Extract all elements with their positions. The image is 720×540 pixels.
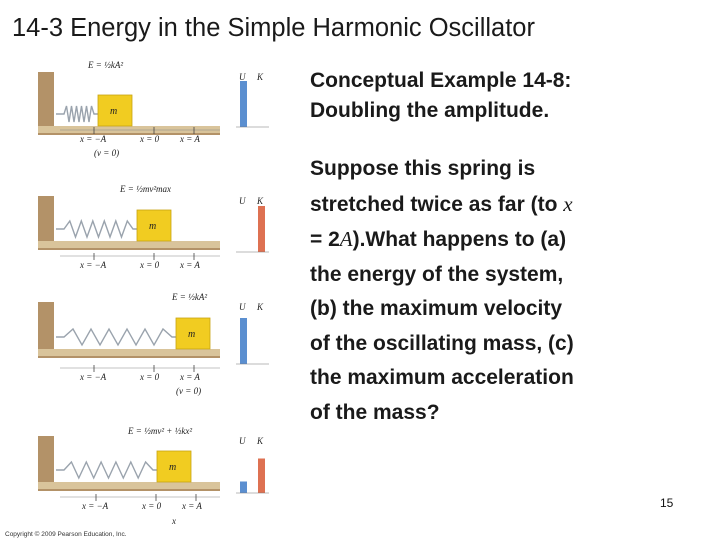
axis-label: x = A: [182, 501, 202, 511]
axis-label: x = 0: [140, 260, 160, 270]
kinetic-energy-label: K: [257, 302, 264, 312]
question-text: [310, 152, 710, 430]
wall: [38, 302, 54, 349]
kinetic-energy-label: K: [257, 196, 264, 206]
panel-3: [38, 302, 269, 372]
floor: [38, 482, 220, 489]
example-heading-line-2: Doubling the amplitude.: [310, 99, 550, 122]
page-number: 15: [660, 496, 674, 510]
mass-label: m: [110, 106, 118, 117]
potential-energy-bar: [240, 318, 247, 364]
potential-energy-bar: [240, 81, 247, 127]
potential-energy-label: U: [239, 196, 246, 206]
floor: [38, 126, 220, 133]
spring: [56, 329, 176, 345]
question-line: Suppose this spring is: [310, 157, 536, 180]
question-line: stretched twice as far (to x: [310, 191, 573, 216]
example-heading: [310, 66, 571, 126]
axis-label: x = 0: [140, 372, 160, 382]
floor-edge: [38, 489, 220, 491]
axis-label: x = −A: [80, 260, 107, 270]
question-line: of the oscillating mass, (c): [310, 331, 574, 355]
axis-label: x = A: [180, 134, 200, 144]
question-line: (b) the maximum velocity: [310, 297, 563, 320]
potential-energy-bar: [240, 482, 247, 494]
wall: [38, 72, 54, 126]
potential-energy-label: U: [239, 436, 246, 446]
question-line: the energy of the system,: [310, 262, 564, 286]
example-heading-line-1: Conceptual Example 14-8:: [310, 69, 572, 92]
copyright-notice: Copyright © 2009 Pearson Education, Inc.: [5, 531, 127, 538]
velocity-note: (v = 0): [94, 148, 120, 158]
panel-4: [38, 436, 269, 501]
spring: [56, 462, 157, 478]
axis-label: x = −A: [80, 134, 107, 144]
axis-label: x = A: [180, 372, 200, 382]
question-line: the maximum acceleration: [310, 366, 574, 389]
potential-energy-label: U: [239, 72, 246, 82]
axis-label: x = −A: [80, 372, 107, 382]
kinetic-energy-label: K: [257, 72, 264, 82]
energy-equation: E = ½mv²max: [120, 184, 172, 194]
question-line: = 2A).What happens to (a): [310, 227, 567, 251]
floor-edge: [38, 356, 220, 358]
panel-1: [38, 72, 269, 135]
kinetic-energy-bar: [258, 206, 265, 252]
axis-label: x = A: [180, 260, 200, 270]
spring: [56, 221, 137, 237]
wall: [38, 436, 54, 482]
floor-edge: [38, 248, 220, 250]
displacement-label: x: [172, 516, 176, 526]
potential-energy-label: U: [239, 302, 246, 312]
mass-label: m: [188, 329, 196, 340]
floor: [38, 349, 220, 356]
wall: [38, 196, 54, 241]
kinetic-energy-label: K: [257, 436, 264, 446]
slide-title: 14-3 Energy in the Simple Harmonic Oscillator: [12, 14, 535, 42]
axis-label: x = −A: [82, 501, 109, 511]
axis-label: x = 0: [140, 134, 160, 144]
oscillator-energy-figure: [0, 0, 300, 540]
axis-label: x = 0: [142, 501, 162, 511]
energy-equation: E = ½mv² + ½kx²: [128, 426, 193, 436]
spring: [56, 106, 98, 122]
mass-label: m: [169, 462, 177, 473]
question-line: of the mass?: [310, 400, 440, 424]
energy-equation: E = ½kA²: [88, 60, 124, 70]
floor: [38, 241, 220, 248]
velocity-note: (v = 0): [176, 386, 202, 396]
kinetic-energy-bar: [258, 459, 265, 494]
mass-label: m: [149, 221, 157, 232]
energy-equation: E = ½kA²: [172, 292, 208, 302]
